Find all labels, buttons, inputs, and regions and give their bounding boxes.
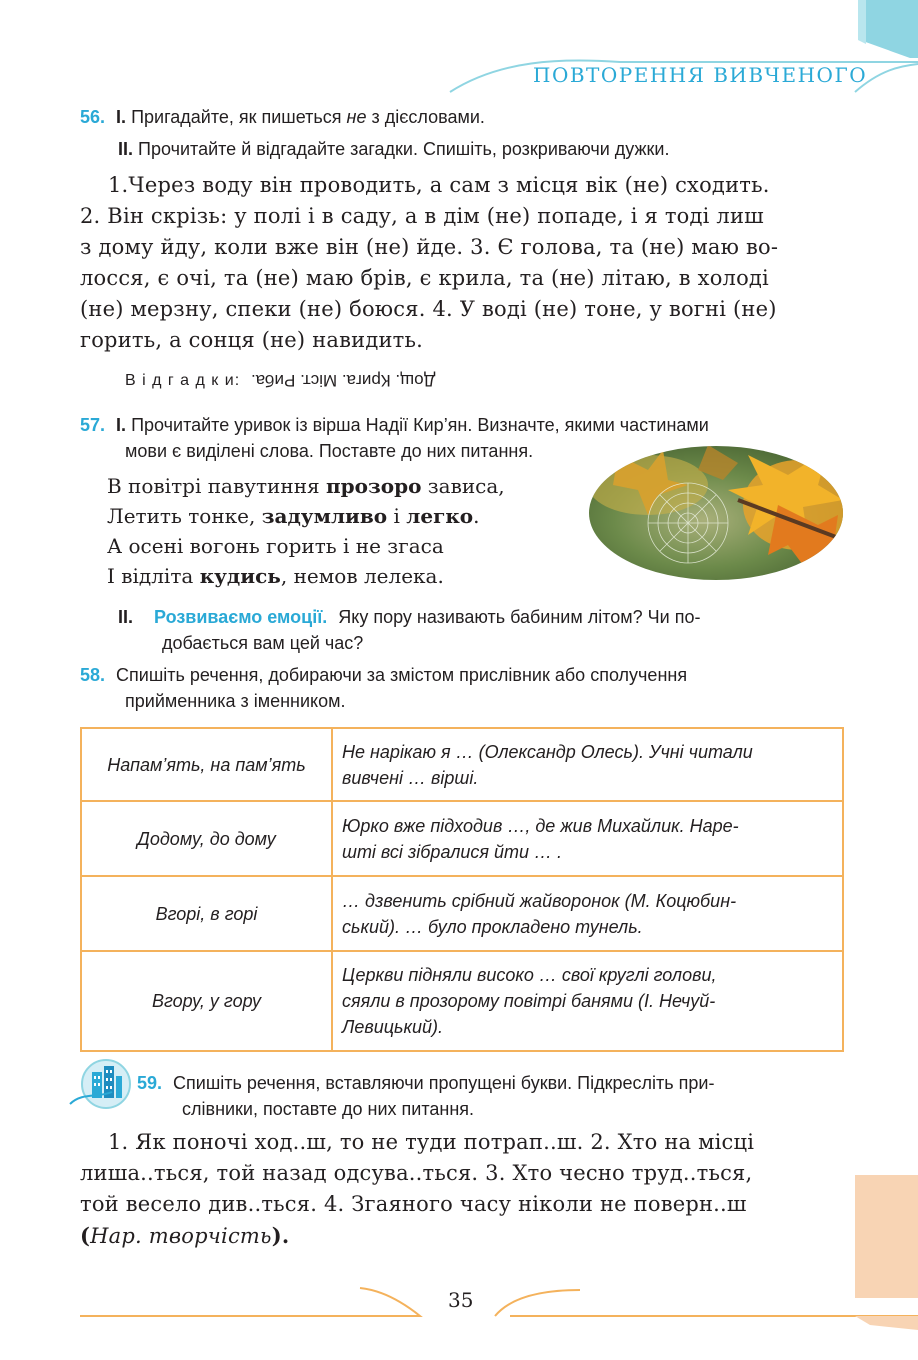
ex58-line1 bbox=[80, 662, 850, 688]
cell-line: Не нарікаю я … (Олександр Олесь). Учні читали bbox=[342, 741, 753, 762]
ex57-instruction-1: Прочитайте уривок із вірша Надії Кир’ян. Визначте, якими частинами bbox=[131, 415, 709, 435]
ex56-line2 bbox=[118, 136, 669, 162]
ex56-instruction-1b: з дієсловами. bbox=[366, 107, 485, 127]
riddle-line: (не) мерзну, спеки (не) боюся. 4. У воді (не) тоне, у вогні (не) bbox=[80, 297, 777, 321]
table-row bbox=[81, 876, 843, 951]
table-row bbox=[81, 951, 843, 1051]
table-cell-word: Вгору, у гору bbox=[81, 951, 332, 1051]
table-cell-word: Напам’ять, на пам’ять bbox=[81, 728, 332, 801]
building-icon bbox=[68, 1058, 132, 1110]
table-cell-sentence bbox=[332, 801, 843, 876]
cell-line: Юрко вже підходив …, де жив Михайлик. Наре- bbox=[342, 815, 739, 836]
ex57-part2-line1 bbox=[118, 604, 848, 630]
table-cell-word: Вгорі, в горі bbox=[81, 876, 332, 951]
ex56-answers bbox=[125, 370, 435, 390]
riddle-line: горить, а сонця (не) навидить. bbox=[80, 328, 423, 352]
ex58-line2: прийменника з іменником. bbox=[125, 691, 346, 711]
ex59-instruction bbox=[137, 1070, 847, 1122]
ex56-riddles bbox=[80, 170, 845, 356]
source-paren: ). bbox=[271, 1223, 290, 1248]
riddle-line: 1.Через воду він проводить, а сам з місця вік (не) сходить. bbox=[108, 173, 770, 197]
poem-text: і bbox=[387, 504, 407, 528]
ex56-number: 56. bbox=[80, 107, 106, 127]
poem-text: І відліта bbox=[107, 564, 200, 588]
riddle-line: лосся, є очі, та (не) маю брів, є крила, та (не) літаю, в холоді bbox=[80, 266, 769, 290]
sentence-line: лиша..ться, той назад одсува..ться. 3. Хто чесно труд..ться, bbox=[80, 1161, 753, 1185]
sentence-source bbox=[80, 1220, 850, 1252]
cell-line: Левицький). bbox=[342, 1017, 444, 1037]
ex57-roman-1: I. bbox=[116, 415, 127, 435]
ex57-question: Яку пору називають бабиним літом? Чи по- bbox=[338, 607, 701, 627]
cell-line: шті всі зібралися йти … . bbox=[342, 841, 563, 862]
poem-line-4 bbox=[107, 561, 505, 591]
poem-bold-word: легко bbox=[406, 504, 474, 528]
ex57-part2-line2: добається вам цей час? bbox=[162, 633, 364, 653]
poem-text: . bbox=[473, 504, 480, 528]
ex58-text-1: Спишіть речення, добираючи за змістом прислівник або сполучення bbox=[116, 665, 688, 685]
sentence-line: 1. Як поночі ход..ш, то не туди потрап..ш. 2. Хто на місці bbox=[108, 1130, 755, 1154]
table-cell-sentence bbox=[332, 728, 843, 801]
ex59-line1 bbox=[137, 1070, 847, 1096]
ex59-line2: слівники, поставте до них питання. bbox=[182, 1099, 475, 1119]
cell-line: ський). … було прокладено тунель. bbox=[342, 916, 643, 937]
table-cell-sentence bbox=[332, 876, 843, 951]
ex56-instruction-2: Прочитайте й відгадайте загадки. Спишіть, розкриваючи дужки. bbox=[138, 139, 670, 159]
source-paren: ( bbox=[80, 1223, 91, 1248]
ex59-number: 59. bbox=[137, 1073, 163, 1093]
ex59-sentences bbox=[80, 1127, 850, 1252]
page-number: 35 bbox=[448, 1288, 474, 1312]
poem-text: Летить тонке, bbox=[107, 504, 262, 528]
ex57-roman-2: II. bbox=[118, 607, 134, 627]
riddle-line: 2. Він скрізь: у полі і в саду, а в дім (не) попаде, і я тоді лиш bbox=[80, 204, 764, 228]
source-text: Нар. творчість bbox=[90, 1224, 272, 1248]
poem-line-2 bbox=[107, 501, 505, 531]
poem-text: , немов лелека. bbox=[280, 564, 444, 588]
ex56-roman-2: II. bbox=[118, 139, 134, 159]
sentence-line: той весело див..ться. 4. Згаяного часу ніколи не поверн..ш bbox=[80, 1192, 747, 1216]
poem-bold-word: кудись bbox=[199, 564, 281, 588]
ex58-instruction bbox=[80, 662, 850, 714]
ex57-line1 bbox=[80, 412, 850, 438]
ex56-line1 bbox=[80, 104, 485, 130]
table-row bbox=[81, 728, 843, 801]
ex57-part2 bbox=[118, 604, 848, 656]
poem-bold-word: задумливо bbox=[261, 504, 388, 528]
poem-line-1 bbox=[107, 471, 505, 501]
footer-decoration bbox=[0, 1270, 918, 1360]
riddle-line: з дому йду, коли вже він (не) йде. 3. Є голова, та (не) маю во- bbox=[80, 235, 779, 259]
cell-line: … дзвенить срібний жайворонок (М. Коцюбин- bbox=[342, 890, 737, 911]
cell-line: сяяли в прозорому повітрі банями (І. Нечуй- bbox=[342, 991, 716, 1011]
table-cell-sentence bbox=[332, 951, 843, 1051]
autumn-cobweb-image bbox=[588, 445, 844, 581]
ex59-text-1: Спишіть речення, вставляючи пропущені букви. Підкресліть при- bbox=[173, 1073, 715, 1093]
poem-line-3: А осені вогонь горить і не згаса bbox=[107, 534, 444, 558]
table-cell-word: Додому, до дому bbox=[81, 801, 332, 876]
ex58-table bbox=[80, 727, 844, 1052]
poem-text: В повітрі павутиння bbox=[107, 474, 327, 498]
answers-label: В і д г а д к и: bbox=[125, 372, 241, 389]
poem-text: зависа, bbox=[421, 474, 505, 498]
ex56-instruction-1a: Пригадайте, як пишеться bbox=[131, 107, 347, 127]
ex56-instruction-1-italic: не bbox=[346, 107, 367, 127]
ex56-roman-1: I. bbox=[116, 107, 127, 127]
section-title: ПОВТОРЕННЯ ВИВЧЕНОГО bbox=[533, 63, 868, 87]
poem-bold-word: прозоро bbox=[326, 474, 422, 498]
ex58-number: 58. bbox=[80, 665, 106, 685]
cell-line: вивчені … вірші. bbox=[342, 767, 479, 788]
answers-upside-down: Дощ. Крига. Міст. Риба. bbox=[250, 371, 435, 390]
table-row bbox=[81, 801, 843, 876]
ex57-poem bbox=[107, 471, 505, 591]
ex57-line2: мови є виділені слова. Поставте до них питання. bbox=[125, 441, 534, 461]
cell-line: Церкви підняли високо … свої круглі голови, bbox=[342, 965, 717, 985]
ex57-number: 57. bbox=[80, 415, 106, 435]
ex57-highlight: Розвиваємо емоції. bbox=[154, 607, 328, 627]
